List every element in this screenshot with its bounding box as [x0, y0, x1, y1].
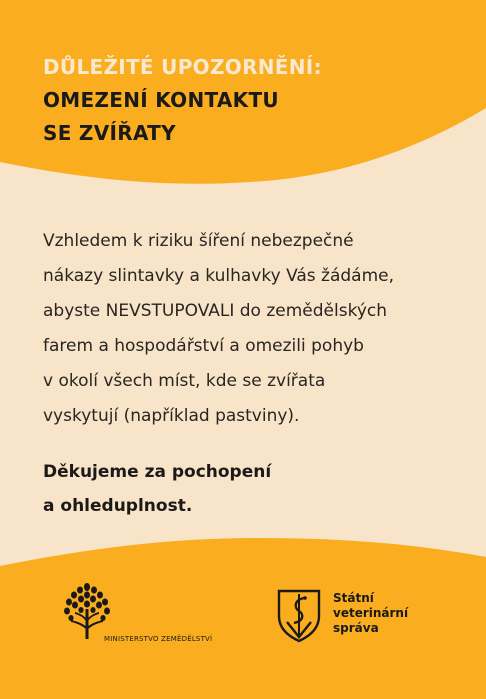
svs-name: [333, 591, 408, 636]
body-line: v okolí všech míst, kde se zvířata: [43, 371, 326, 391]
svs-name-line-2: veterinární: [333, 606, 409, 620]
body-paragraph: [43, 224, 463, 434]
header: [43, 51, 463, 150]
body-line: vyskytují (například pastviny).: [43, 406, 300, 426]
svs-name-line-3: správa: [333, 621, 379, 635]
svs-logo: [276, 588, 416, 648]
header-kicker: DŮLEŽITÉ UPOZORNĚNÍ:: [43, 55, 322, 79]
thanks-line-1: Děkujeme za pochopení: [43, 462, 272, 482]
body-line: Vzhledem k riziku šíření nebezpečné: [43, 231, 354, 251]
header-title-line-1: OMEZENÍ KONTAKTU: [43, 88, 279, 112]
body-line: farem a hospodářství a omezili pohyb: [43, 336, 364, 356]
svs-name-line-1: Státní: [333, 591, 374, 605]
body-line: nákazy slintavky a kulhavky Vás žádáme,: [43, 266, 395, 286]
body-line: abyste NEVSTUPOVALI do zemědělských: [43, 301, 388, 321]
shield-caduceus-icon: [276, 588, 322, 643]
thanks-message: [43, 455, 271, 523]
ministry-name: MINISTERSTVO ZEMĚDĚLSTVÍ: [104, 635, 213, 643]
tree-icon: [62, 583, 112, 643]
thanks-line-2: a ohleduplnost.: [43, 496, 193, 516]
header-title-line-2: SE ZVÍŘATY: [43, 121, 176, 145]
ministry-logo: [62, 583, 222, 648]
